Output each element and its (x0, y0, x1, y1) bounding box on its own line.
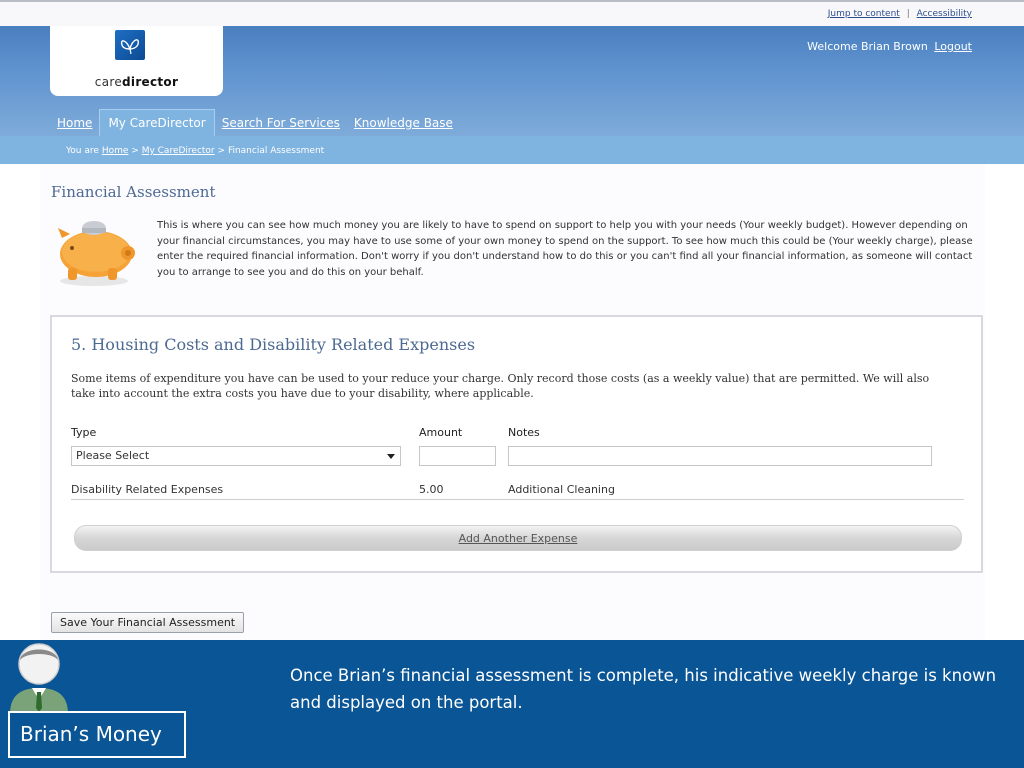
section-description: Some items of expenditure you have can be used to your reduce your charge. Only record those costs (as a weekly value) that are permitted. We will also take into account the extra costs you have due to your disability, where applicable. (71, 372, 930, 400)
add-another-expense-button[interactable]: Add Another Expense (74, 525, 962, 551)
accessibility-link[interactable]: Accessibility (916, 9, 972, 19)
breadcrumb-separator: > (217, 146, 226, 156)
utility-separator: | (906, 9, 910, 19)
butterfly-icon (115, 30, 145, 60)
breadcrumb (0, 136, 1024, 164)
brians-money-label: Brian’s Money (8, 711, 186, 758)
nav-my-caredirector[interactable]: My CareDirector (99, 109, 214, 136)
notes-column-header: Notes (508, 426, 540, 439)
main-nav (50, 108, 460, 136)
amount-column-header: Amount (419, 426, 463, 439)
welcome-message (807, 40, 972, 53)
banner-caption: Once Brian’s financial assessment is complete, his indicative weekly charge is known and displayed on the portal. (290, 666, 997, 712)
chevron-down-icon (387, 454, 395, 459)
section-title: 5. Housing Costs and Disability Related Expenses (71, 335, 476, 354)
site-header (0, 26, 1024, 136)
caredirector-logo[interactable] (50, 26, 223, 96)
jump-to-content-link[interactable]: Jump to content (827, 9, 900, 19)
nav-search-for-services[interactable]: Search For Services (221, 116, 340, 130)
logout-link[interactable]: Logout (934, 40, 972, 53)
breadcrumb-prefix: You are (66, 146, 99, 156)
housing-costs-panel (50, 315, 983, 573)
type-column-header: Type (71, 426, 97, 439)
logo-text-light: care (94, 75, 123, 89)
person-avatar-icon (6, 640, 72, 714)
save-financial-assessment-button[interactable]: Save Your Financial Assessment (51, 612, 244, 633)
intro-text: This is where you can see how much money you are likely to have to spend on support to help you with your needs (Your weekly budget). However depending on your financial circumstances, you may have to use some of your own money to spend on the support. To see how much this could be (Your weekly charge), please enter the required financial information. Don't worry if you don't understand how to do this or you can't find all your financial information, as someone will contact you to arrange to see you and do this on your behalf. (157, 220, 973, 278)
expense-notes-cell: Additional Cleaning (508, 483, 615, 496)
breadcrumb-current: Financial Assessment (227, 146, 325, 156)
breadcrumb-home[interactable]: Home (101, 146, 129, 156)
expense-amount-cell: 5.00 (419, 483, 444, 496)
expense-type-cell: Disability Related Expenses (71, 483, 224, 496)
utility-links (828, 9, 972, 19)
utility-bar (0, 0, 1024, 26)
type-select-value: Please Select (76, 449, 150, 462)
breadcrumb-my-caredirector[interactable]: My CareDirector (141, 146, 215, 156)
notes-input[interactable] (508, 446, 932, 466)
amount-input[interactable] (419, 446, 496, 466)
piggy-bank-icon (52, 218, 140, 288)
nav-knowledge-base[interactable]: Knowledge Base (353, 116, 453, 130)
presentation-banner (0, 640, 1024, 768)
page-title: Financial Assessment (51, 183, 216, 201)
type-select[interactable] (71, 446, 401, 466)
row-divider (71, 499, 964, 500)
logo-text-bold: director (122, 75, 179, 89)
main-content (0, 164, 1024, 640)
welcome-text: Welcome Brian Brown (807, 40, 928, 53)
nav-home[interactable]: Home (57, 116, 93, 130)
logo-text (50, 75, 223, 89)
breadcrumb-separator: > (131, 146, 139, 156)
